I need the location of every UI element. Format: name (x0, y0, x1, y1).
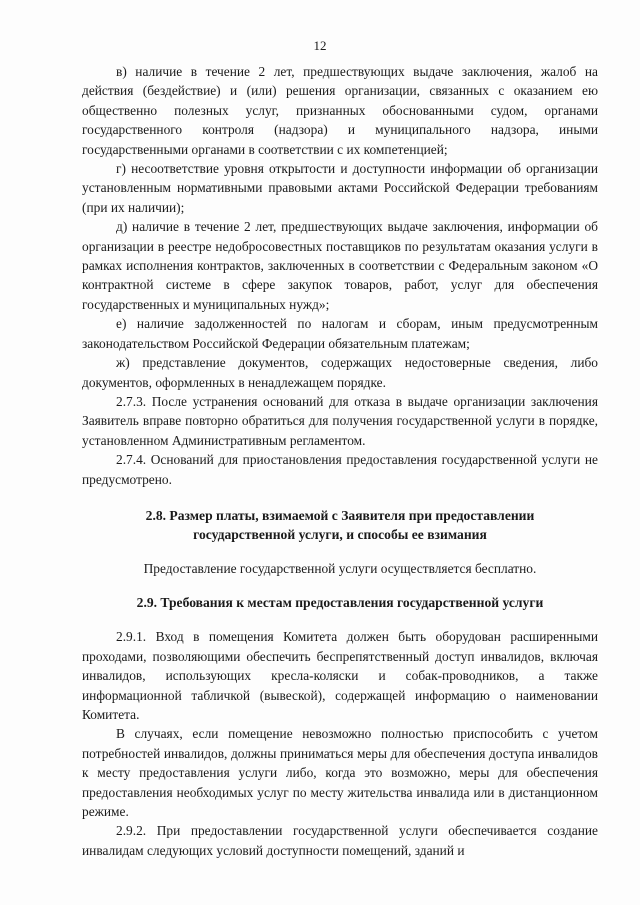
paragraph-v: в) наличие в течение 2 лет, предшествующих выдаче заключения, жалоб на действия (бездействие) и (или) решения организации, связанных с оказанием ею общественно полезных услуг, признанных обоснованными судом, органами государственного контроля (надзора) и муниципального надзора, иными государственными органами в соответствии с их компетенцией; (82, 64, 598, 157)
section-heading-2-8-line2: государственной услуги, и способы ее взимания (193, 526, 487, 542)
document-body (82, 62, 598, 860)
paragraph-e: е) наличие задолженностей по налогам и сборам, иным предусмотренным законодательством Российской Федерации обязательным платежам; (82, 316, 598, 351)
paragraph-accessibility-measures: В случаях, если помещение невозможно полностью приспособить с учетом потребностей инвалидов, должны приниматься меры для обеспечения доступа инвалидов к месту предоставления услуги либо, когда это возможно, меры для обеспечения предоставления необходимых услуг по месту жительства инвалида или в дистанционном режиме. (82, 726, 598, 819)
page-number: 12 (313, 38, 327, 53)
paragraph-2-9-2: 2.9.2. При предоставлении государственной услуги обеспечивается создание инвалидам следующих условий доступности помещений, зданий и (82, 823, 598, 858)
spacer (82, 489, 598, 506)
paragraph-2-7-4: 2.7.4. Оснований для приостановления предоставления государственной услуги не предусмотрено. (82, 452, 598, 487)
paragraph-2-9-1: 2.9.1. Вход в помещения Комитета должен быть оборудован расширенными проходами, позволяющими обеспечить беспрепятственный доступ инвалидов, включая инвалидов, использующих кресла-коляски и собак-проводников, а также информационной табличкой (вывеской), содержащей информацию о наименовании Комитета. (82, 629, 598, 722)
paragraph-2-7-3: 2.7.3. После устранения оснований для отказа в выдаче организации заключения Заявитель вправе повторно обратиться для получения государственной услуги в порядке, установленном Административным регламентом. (82, 393, 598, 448)
spacer (82, 578, 598, 593)
section-heading-2-8-line1: 2.8. Размер платы, взимаемой с Заявителя при предоставлении (145, 507, 535, 523)
paragraph-d: д) наличие в течение 2 лет, предшествующих выдаче заключения, информации об организации в реестре недобросовестных поставщиков по результатам оказания услуги в рамках исполнения контрактов, заключенных в соответствии с Федеральным законом «О контрактной системе в сфере закупок товаров, работ, услуг для обеспечения государственных и муниципальных нужд»; (82, 219, 598, 312)
section-2-8-text: Предоставление государственной услуги осуществляется бесплатно. (143, 560, 537, 576)
section-heading-2-9: 2.9. Требования к местам предоставления государственной услуги (136, 595, 544, 611)
spacer (82, 544, 598, 559)
paragraph-zh: ж) представление документов, содержащих недостоверные сведения, либо документов, оформленных в ненадлежащем порядке. (82, 355, 598, 390)
spacer (82, 612, 598, 627)
paragraph-g: г) несоответствие уровня открытости и доступности информации об организации установленным нормативными правовыми актами Российской Федерации требованиям (при их наличии); (82, 161, 598, 215)
